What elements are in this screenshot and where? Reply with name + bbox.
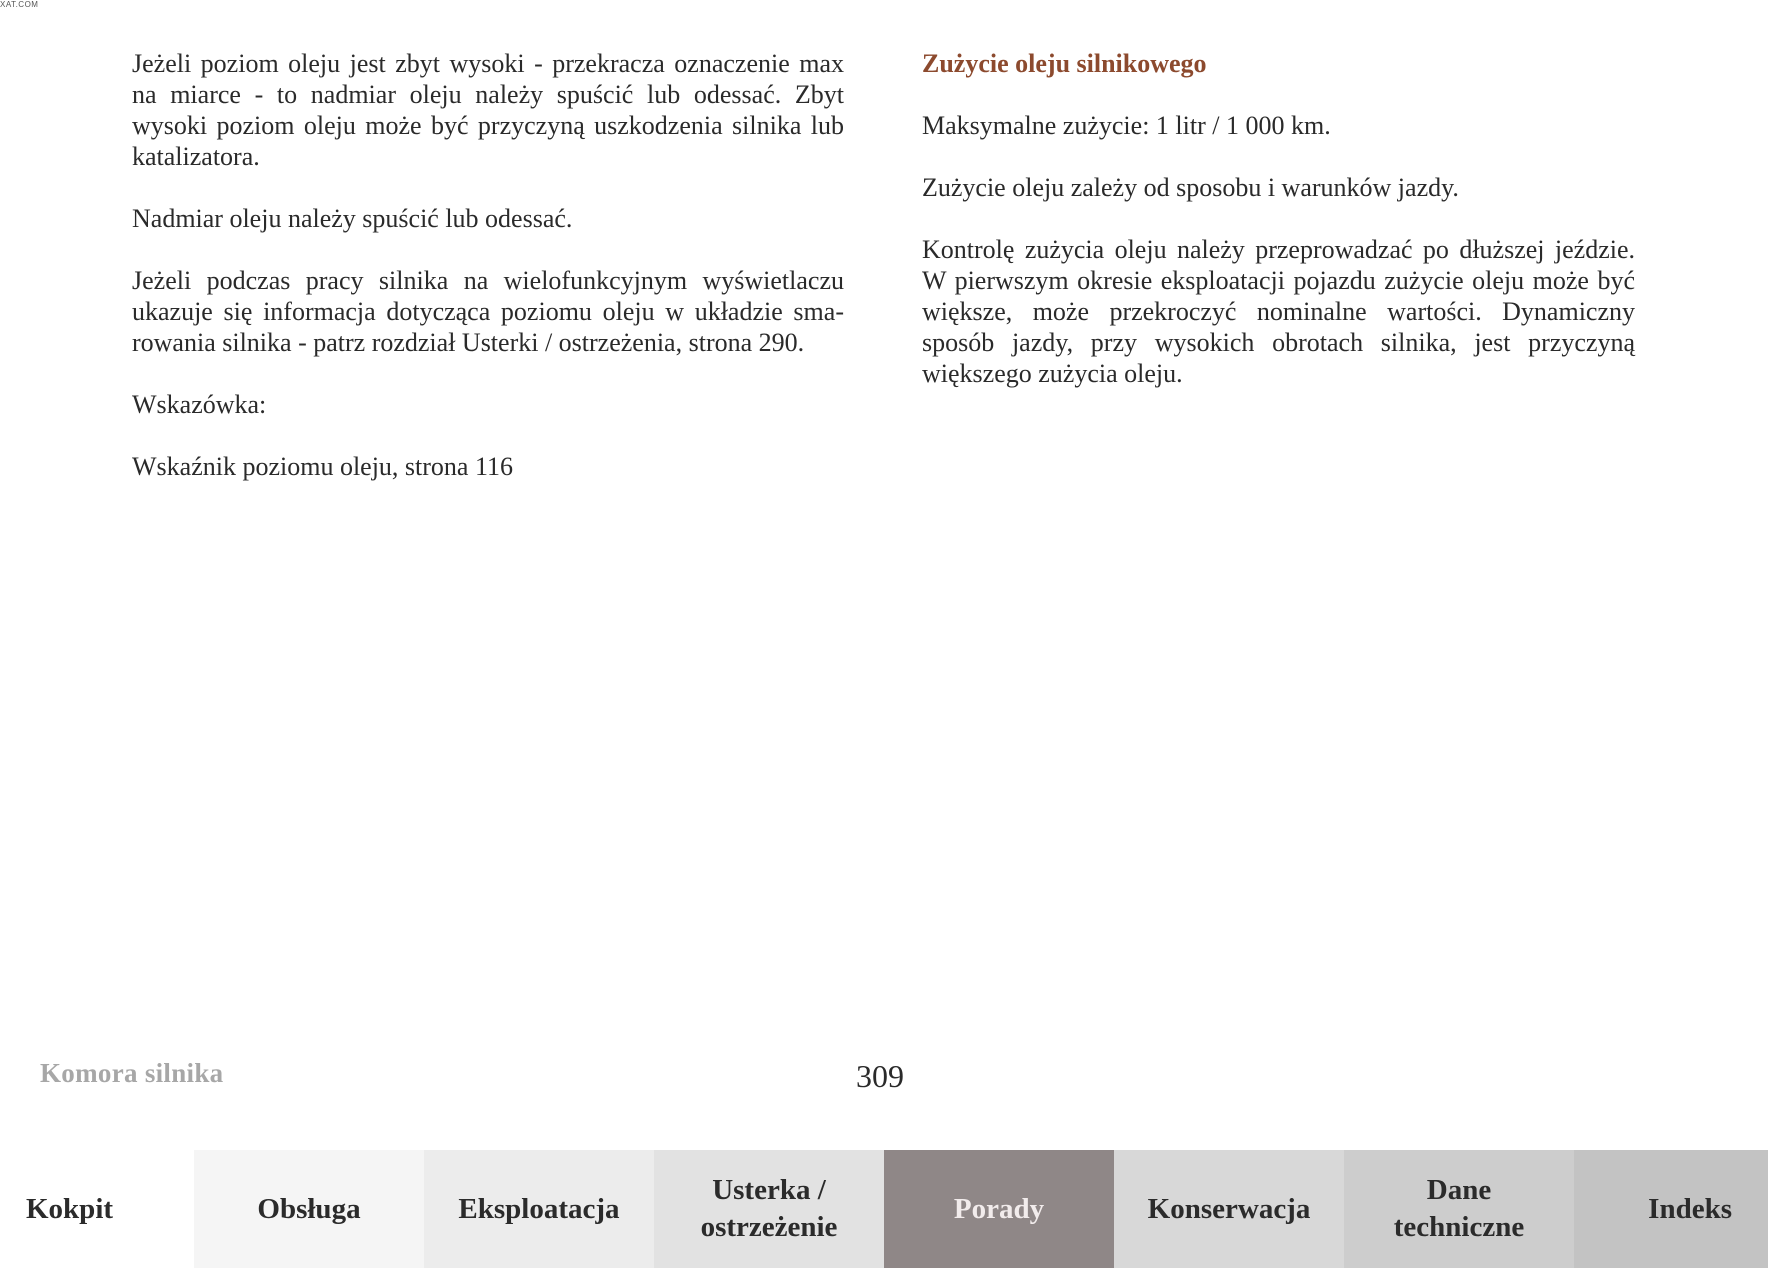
tab-obsluga[interactable]: Obsługa — [194, 1150, 424, 1268]
paragraph-max-consumption: Maksymalne zużycie: 1 litr / 1 000 km. — [922, 111, 1331, 140]
hint-reference: Wskaźnik poziomu oleju, strona 116 — [132, 452, 514, 481]
section-heading-oil-consumption: Zużycie oleju silnikowego — [922, 49, 1207, 78]
tab-indeks[interactable]: Indeks — [1574, 1150, 1768, 1268]
tab-porady[interactable]: Porady — [884, 1150, 1114, 1268]
paragraph-consumption-depends: Zużycie oleju zależy od sposobu i warunków jazdy. — [922, 173, 1459, 202]
watermark: XAT.COM — [0, 0, 39, 9]
tab-usterka-ostrzezenie[interactable]: Usterka / ostrzeżenie — [654, 1150, 884, 1268]
tab-eksploatacja[interactable]: Eksploatacja — [424, 1150, 654, 1268]
page-number: 309 — [856, 1058, 904, 1094]
left-column — [132, 48, 844, 513]
hint-label: Wskazówka: — [132, 390, 267, 419]
tab-kokpit[interactable]: Kokpit — [0, 1150, 194, 1268]
paragraph-display-warning: Jeżeli podczas pracy silnika na wielofunkcyjnym wyświetlaczu ukazuje się informacja dotycząca poziomu oleju w układzie smarowania silnika - patrz rozdział Usterki / ostrzeżenia, strona 290. — [132, 266, 844, 357]
paragraph-excess-oil: Nadmiar oleju należy spuścić lub odessać. — [132, 204, 573, 233]
tab-dane-techniczne[interactable]: Dane techniczne — [1344, 1150, 1574, 1268]
right-column — [922, 48, 1635, 420]
paragraph-oil-level-too-high: Jeżeli poziom oleju jest zbyt wysoki - przekracza oznaczenie max na miarce - to nadmiar oleju należy spuścić lub odessać. Zbyt wysoki poziom oleju może być przyczyną uszkodzenia silnika lub katalizatora. — [132, 49, 844, 171]
chapter-tab-bar — [0, 1150, 1769, 1268]
footer-section-title: Komora silnika — [40, 1058, 224, 1088]
tab-konserwacja[interactable]: Konserwacja — [1114, 1150, 1344, 1268]
paragraph-consumption-control: Kontrolę zużycia oleju należy przeprowadzać po dłuższej jeździe. W pierwszym okresie eksploatacji pojazdu zużycie oleju może być większe, może przekroczyć nominalne wartości. Dynamiczny sposób jazdy, przy wysokich obrotach silnika, jest przyczyną większego zużycia oleju. — [922, 235, 1635, 388]
